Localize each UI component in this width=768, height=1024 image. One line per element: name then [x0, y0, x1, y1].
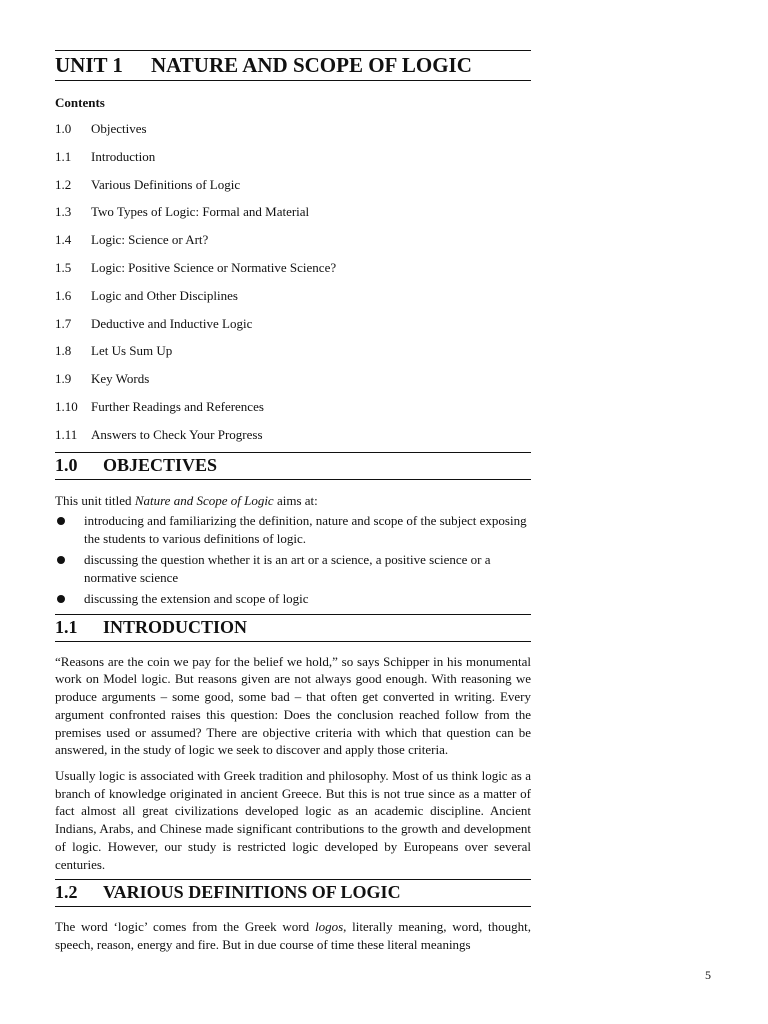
introduction-paragraph-2: Usually logic is associated with Greek tradition and philosophy. Most of us think logic as a branch of knowledge originated in ancient Greece. But this is not true since as a matter of fact almost all great civilizations developed logic as an academic discipline. Ancient Indians, Arabs, and Chinese made significant contributions to the growth and development of logic. However, our study is restricted logic developed by Europeans over several centuries.: [55, 767, 531, 872]
contents-item: [55, 310, 531, 338]
contents-item: [55, 115, 531, 143]
contents-item-number: 1.0: [55, 121, 72, 136]
unit-title-underline: [55, 80, 531, 81]
contents-item-label: Logic: Science or Art?: [91, 232, 209, 248]
objectives-underline: [55, 479, 531, 480]
objective-text: discussing the question whether it is an art or a science, a positive science or a normative science: [84, 552, 491, 585]
definitions-paragraph: [55, 918, 531, 953]
contents-item-label: Further Readings and References: [91, 398, 264, 414]
bullet-dot-icon: [57, 517, 65, 525]
objective-text: introducing and familiarizing the definition, nature and scope of the subject exposing the students to various definitions of logic.: [84, 513, 527, 546]
definitions-suffix: , literally meaning, word, thought, speech, reason, energy and fire. But in due course of time these literal meanings: [55, 919, 532, 952]
contents-item: [55, 393, 531, 421]
section-title: INTRODUCTION: [103, 616, 248, 637]
contents-item: [55, 365, 531, 393]
contents-item: [55, 337, 531, 365]
contents-item-label: Objectives: [91, 121, 147, 136]
unit-title: NATURE AND SCOPE OF LOGIC: [151, 53, 472, 77]
intro-prefix: This unit titled: [55, 492, 135, 508]
contents-item-number: 1.8: [55, 343, 72, 359]
objectives-heading: [55, 453, 531, 479]
contents-list: [55, 115, 531, 449]
document-page: [55, 50, 531, 954]
contents-item: [55, 143, 531, 171]
contents-item-label: Introduction: [91, 148, 156, 164]
unit-number: UNIT 1: [55, 53, 123, 77]
definitions-heading: [55, 880, 531, 906]
contents-item: [55, 421, 531, 449]
contents-item-number: 1.4: [55, 232, 72, 248]
section-number: 1.1: [55, 616, 78, 637]
contents-item-number: 1.2: [55, 176, 72, 192]
contents-item: [55, 254, 531, 282]
introduction-underline: [55, 641, 531, 642]
section-title: OBJECTIVES: [103, 454, 218, 475]
contents-item-number: 1.9: [55, 371, 72, 387]
contents-item-label: Logic: Positive Science or Normative Science?: [91, 259, 337, 275]
contents-item-number: 1.7: [55, 315, 72, 331]
definitions-prefix: The word ‘logic’ comes from the Greek word: [55, 919, 315, 935]
contents-item-label: Answers to Check Your Progress: [91, 426, 263, 442]
bullet-dot-icon: [57, 595, 65, 603]
introduction-heading: [55, 615, 531, 641]
introduction-paragraph-1: “Reasons are the coin we pay for the belief we hold,” so says Schipper in his monumental work on Model logic. But reasons given are not always good enough. With reasoning we produce arguments – some good, some bad – that often get converted in writing. Every argument confronted raises this question: Does the conclusion reached follow from the premises used or assumed? There are objective criteria with which that question can be answered, in the study of logic we seek to discover and apply those criteria.: [55, 653, 531, 758]
contents-item: [55, 198, 531, 226]
objective-bullet: [55, 590, 531, 608]
contents-item-label: Key Words: [91, 371, 150, 387]
contents-item-label: Various Definitions of Logic: [91, 176, 241, 192]
contents-item: [55, 226, 531, 254]
contents-item-label: Logic and Other Disciplines: [91, 287, 238, 303]
contents-item-label: Deductive and Inductive Logic: [91, 315, 253, 331]
objectives-intro: [55, 492, 531, 510]
contents-item-number: 1.10: [55, 398, 78, 414]
contents-heading: Contents: [55, 95, 105, 110]
contents-item-number: 1.11: [55, 426, 78, 442]
section-number: 1.0: [55, 454, 78, 475]
intro-italic-title: Nature and Scope of Logic: [134, 492, 274, 508]
contents-item-number: 1.3: [55, 204, 72, 220]
contents-item: [55, 282, 531, 310]
section-number: 1.2: [55, 882, 78, 903]
contents-item-number: 1.1: [55, 148, 72, 164]
objective-bullet: [55, 512, 531, 547]
contents-item-number: 1.6: [55, 287, 72, 303]
objective-bullet: [55, 551, 531, 586]
definitions-underline: [55, 906, 531, 907]
objective-text: discussing the extension and scope of logic: [84, 591, 309, 607]
contents-item-number: 1.5: [55, 259, 72, 275]
objectives-bullets: [55, 512, 531, 608]
section-title: VARIOUS DEFINITIONS OF LOGIC: [103, 882, 401, 903]
definitions-italic-word: logos: [314, 919, 344, 935]
contents-item-label: Let Us Sum Up: [91, 343, 173, 359]
intro-suffix: aims at:: [273, 492, 318, 508]
unit-heading: [55, 51, 531, 80]
page-number: 5: [705, 968, 711, 982]
bullet-dot-icon: [57, 556, 65, 564]
contents-item: [55, 171, 531, 199]
contents-item-label: Two Types of Logic: Formal and Material: [91, 204, 310, 220]
